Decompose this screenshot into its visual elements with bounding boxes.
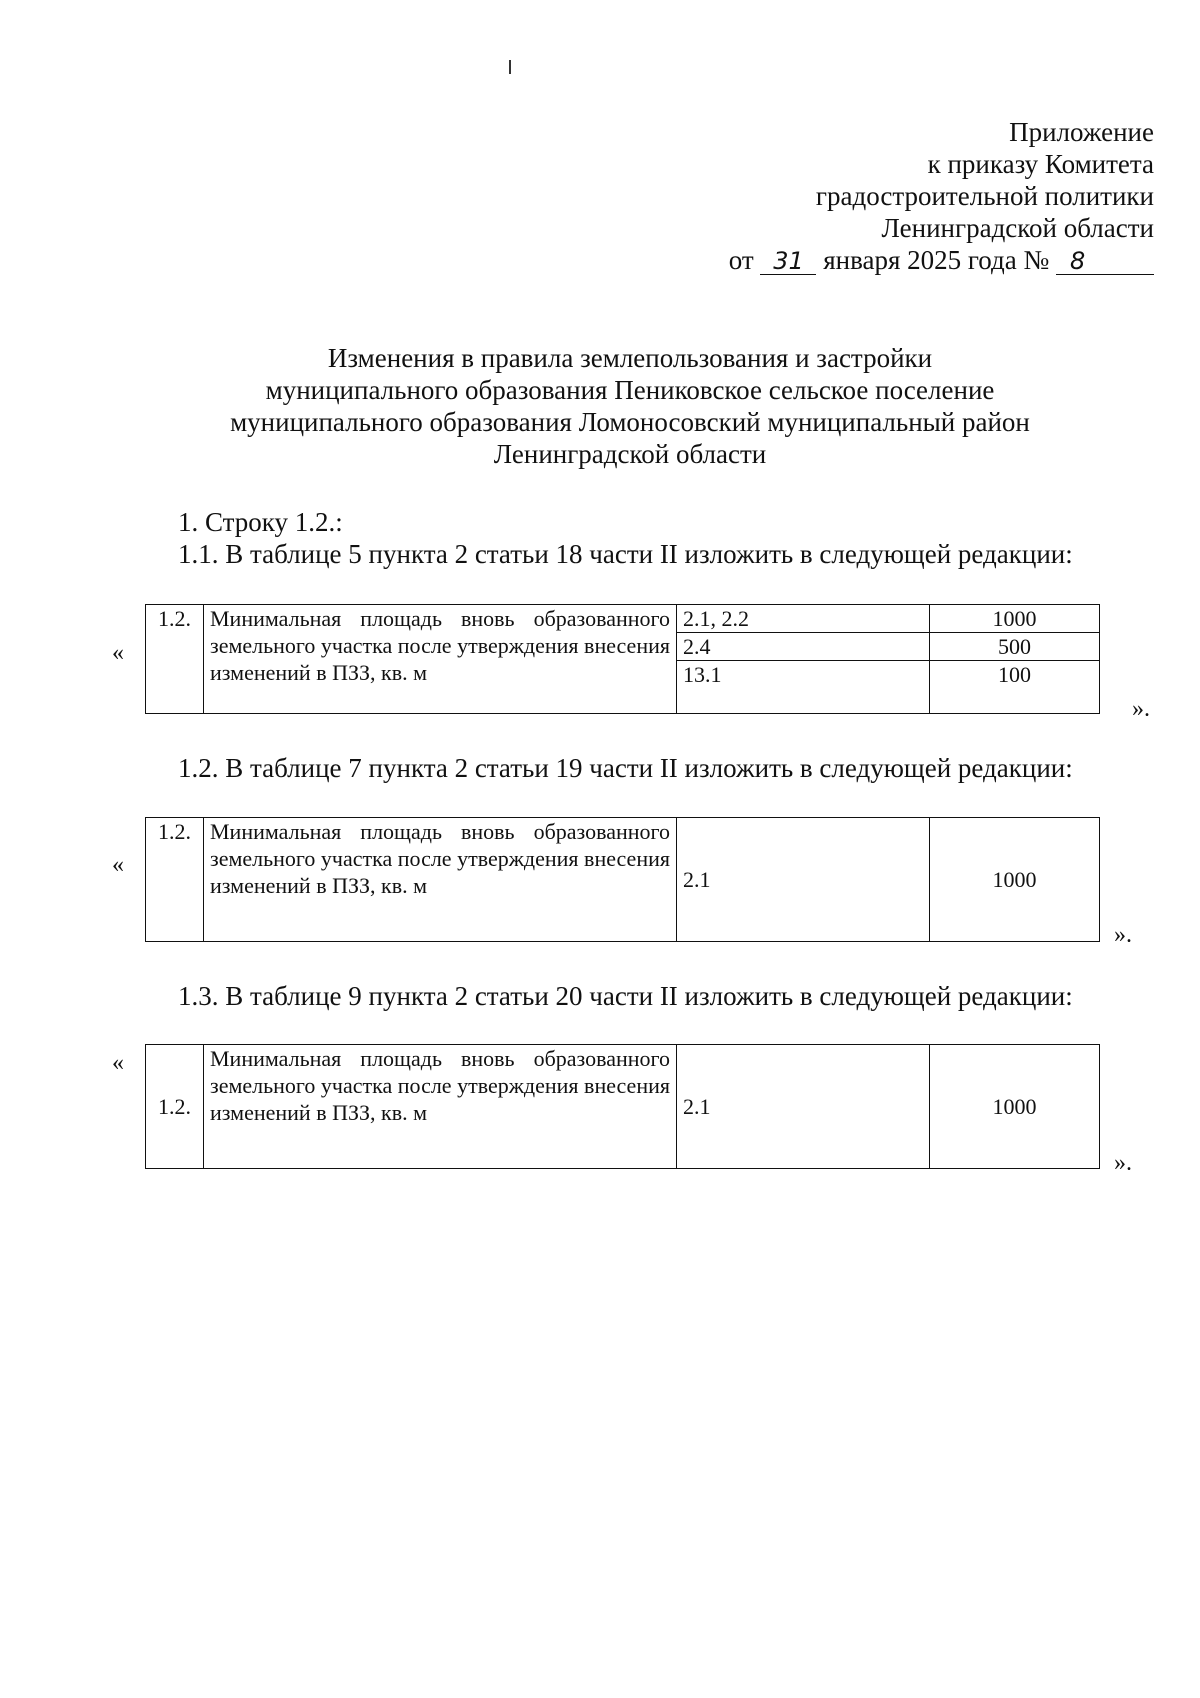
section-1-heading: 1. Строку 1.2.: (178, 507, 343, 537)
quote-close: ». (1132, 696, 1150, 722)
handwritten-order-number: 8 (1056, 248, 1154, 275)
appendix-line-1: Приложение (1009, 117, 1154, 147)
title-line-4: Ленинградской области (493, 439, 767, 469)
table-row (146, 605, 1100, 633)
table-row (146, 1045, 1100, 1169)
table-row (146, 818, 1100, 942)
row-number-cell: 1.2. (146, 1045, 204, 1169)
appendix-date-line (729, 244, 1154, 276)
description-cell: Минимальная площадь вновь образованного земельного участка после утверждения внесения изменений в ПЗЗ, кв. м (204, 605, 677, 714)
subsection-1-1-heading: 1.1. В таблице 5 пункта 2 статьи 18 части II изложить в следующей редакции: (178, 539, 1073, 569)
subsection-1-3-heading: 1.3. В таблице 9 пункта 2 статьи 20 части II изложить в следующей редакции: (178, 981, 1073, 1011)
appendix-block (729, 116, 1154, 276)
amendment-table-1 (145, 604, 1100, 714)
row-number-cell: 1.2. (146, 818, 204, 942)
scan-mark (509, 60, 511, 74)
subsection-1-2-heading: 1.2. В таблице 7 пункта 2 статьи 19 части II изложить в следующей редакции: (178, 753, 1073, 783)
description-cell: Минимальная площадь вновь образованного земельного участка после утверждения внесения изменений в ПЗЗ, кв. м (204, 818, 677, 942)
date-month-year: января 2025 года № (823, 245, 1050, 275)
description-cell: Минимальная площадь вновь образованного земельного участка после утверждения внесения изменений в ПЗЗ, кв. м (204, 1045, 677, 1169)
value-cell: 100 (930, 661, 1100, 714)
code-cell: 2.1 (677, 818, 930, 942)
appendix-line-4: Ленинградской области (881, 213, 1154, 243)
date-prefix: от (728, 245, 754, 275)
value-cell: 500 (930, 633, 1100, 661)
appendix-line-2: к приказу Комитета (927, 149, 1154, 179)
value-cell: 1000 (930, 1045, 1100, 1169)
quote-open: « (112, 640, 124, 666)
quote-open: « (112, 1050, 124, 1076)
appendix-line-3: градостроительной политики (815, 181, 1154, 211)
code-cell: 2.1 (677, 1045, 930, 1169)
code-cell: 2.4 (677, 633, 930, 661)
code-cell: 2.1, 2.2 (677, 605, 930, 633)
title-line-3: муниципального образования Ломоносовский муниципальный район (230, 407, 1030, 437)
code-cell: 13.1 (677, 661, 930, 714)
row-number-cell: 1.2. (146, 605, 204, 714)
handwritten-day: 31 (760, 248, 816, 275)
value-cell: 1000 (930, 605, 1100, 633)
amendment-table-3 (145, 1044, 1100, 1169)
quote-open: « (112, 852, 124, 878)
value-cell: 1000 (930, 818, 1100, 942)
amendment-table-2 (145, 817, 1100, 942)
title-line-1: Изменения в правила землепользования и застройки (327, 343, 933, 373)
title-line-2: муниципального образования Пениковское сельское поселение (265, 375, 995, 405)
quote-close: ». (1114, 1150, 1132, 1176)
quote-close: ». (1114, 922, 1132, 948)
document-title (0, 342, 1200, 470)
